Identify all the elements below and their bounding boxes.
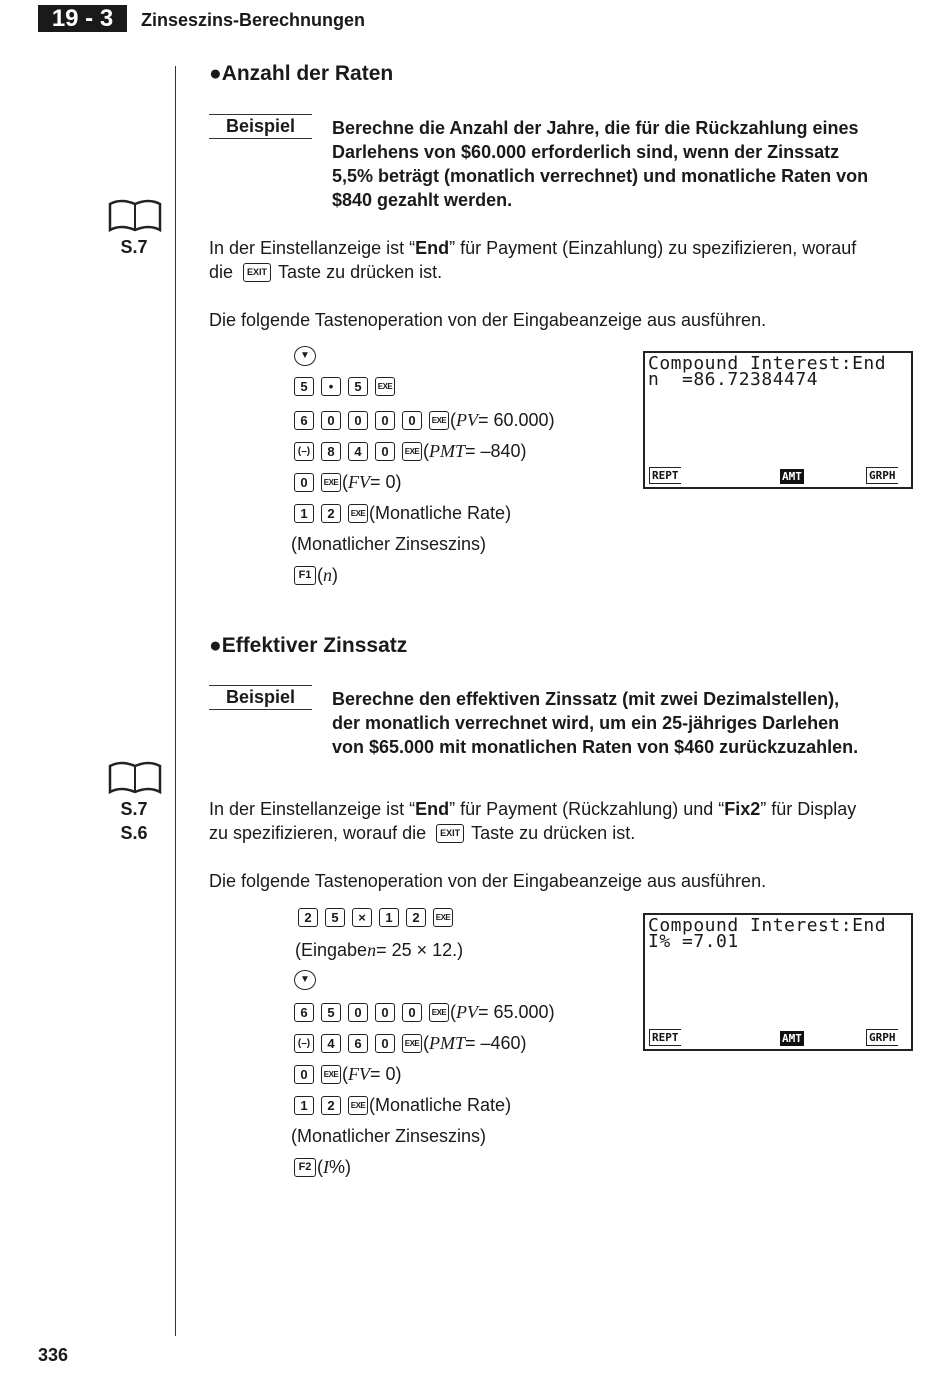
bullet-icon: ● [209,62,222,85]
exit-key: EXIT [243,263,271,282]
digit-key: 1 [379,908,399,927]
example-line: 5,5% beträgt (monatlich verrechnet) und monatliche Raten von [332,166,869,186]
function-key-f1: F1 [294,566,316,585]
key-step [294,346,323,366]
page-reference: S.7 [120,799,148,819]
exe-key: EXE [429,411,449,430]
example-line: Berechne den effektiven Zinssatz (mit zwei Dezimalstellen), [332,689,840,709]
screen-line: Compound Interest:End [648,353,887,374]
cursor-down-key: ▼ [294,970,316,990]
multiply-key: × [352,908,372,927]
exe-key: EXE [429,1003,449,1022]
digit-key: 2 [406,908,426,927]
key-step [298,908,460,927]
key-step [294,970,323,990]
digit-key: 0 [375,442,395,461]
key-step: 6 5 0 0 0 EXE ( PV = 65.000) [294,1000,555,1024]
digit-key: 8 [321,442,341,461]
bullet-icon: ● [209,634,222,657]
softkey-amt: AMT [782,1032,802,1045]
calculator-screen [643,351,913,489]
digit-key: 5 [321,1003,341,1022]
exe-key: EXE [348,1096,368,1115]
softkey-grph: GRPH [866,1029,898,1046]
digit-key: 0 [402,411,422,430]
example-text [332,116,922,212]
page-number: 336 [38,1345,69,1365]
instruction-text: Die folgende Tastenoperation von der Eingabeanzeige aus ausführen. [209,871,767,891]
digit-key: 5 [348,377,368,396]
instruction-text: Die folgende Tastenoperation von der Eingabeanzeige aus ausführen. [209,310,767,330]
example-line: von $65.000 mit monatlichen Raten von $460 zurückzuzahlen. [332,737,859,757]
digit-key: 2 [298,908,318,927]
example-line: Berechne die Anzahl der Jahre, die für die Rückzahlung eines [332,118,859,138]
digit-key: 2 [321,1096,341,1115]
exe-key: EXE [375,377,395,396]
digit-key: 1 [294,1096,314,1115]
key-step: 1 2 EXE (Monatliche Rate) [294,501,511,525]
exe-key: EXE [321,1065,341,1084]
key-step: (–) 4 6 0 EXE ( PMT = –460) [294,1031,527,1055]
cursor-down-key: ▼ [294,346,316,366]
digit-key: 4 [321,1034,341,1053]
key-step: F2 ( I % ) [294,1155,351,1179]
digit-key: 0 [294,1065,314,1084]
digit-key: 5 [294,377,314,396]
digit-key: 2 [321,504,341,523]
exe-key: EXE [348,504,368,523]
digit-key: 5 [325,908,345,927]
exe-key: EXE [402,442,422,461]
softkey-rept: REPT [649,467,681,484]
exe-key: EXE [433,908,453,927]
negative-key: (–) [294,442,314,461]
softkey-rept: REPT [649,1029,681,1046]
margin-rule [175,66,176,1336]
example-text [332,687,932,759]
digit-key: 6 [294,1003,314,1022]
decimal-key: • [321,377,341,396]
example-line: der monatlich verrechnet wird, um ein 25-jähriges Darlehen [332,713,840,733]
calculator-screen [643,913,913,1051]
example-line: Darlehens von $60.000 erforderlich sind, wenn der Zinssatz [332,142,840,162]
softkey-grph: GRPH [866,467,898,484]
key-step: (–) 8 4 0 EXE ( PMT = –840) [294,439,527,463]
key-step: 0 EXE ( FV = 0) [294,1062,402,1086]
key-step-note: (Monatlicher Zinseszins) [291,534,487,554]
chapter-number: 19 - 3 [38,5,127,32]
section-heading-anzahl: ●Anzahl der Raten [209,62,394,85]
digit-key: 1 [294,504,314,523]
screen-line: Compound Interest:End [648,915,887,936]
exe-key: EXE [321,473,341,492]
page-reference: S.6 [120,823,148,843]
screen-line: I% =7.01 [648,931,739,952]
digit-key: 0 [321,411,341,430]
key-step: 0 EXE ( FV = 0) [294,470,402,494]
exit-key: EXIT [436,824,464,843]
digit-key: 0 [375,411,395,430]
instruction-text: In der Einstellanzeige ist “End” für Payment (Einzahlung) zu spezifizieren, worauf die EXIT Taste zu drücken ist. [209,238,857,282]
digit-key: 0 [375,1003,395,1022]
key-step: 1 2 EXE (Monatliche Rate) [294,1093,511,1117]
digit-key: 0 [402,1003,422,1022]
section-heading-effektiv: ●Effektiver Zinssatz [209,634,408,657]
key-step-note: (Monatlicher Zinseszins) [291,1126,487,1146]
key-step: 6 0 0 0 0 EXE ( PV = 60.000) [294,408,555,432]
digit-key: 0 [348,411,368,430]
digit-key: 4 [348,442,368,461]
screen-line: n =86.72384474 [648,369,819,390]
function-key-f2: F2 [294,1158,316,1177]
exe-key: EXE [402,1034,422,1053]
key-step: F1 ( n ) [294,563,338,587]
negative-key: (–) [294,1034,314,1053]
example-label: Beispiel [209,114,312,139]
chapter-title: Zinseszins-Berechnungen [141,10,366,30]
instruction-text: In der Einstellanzeige ist “End” für Payment (Rückzahlung) und “Fix2” für Display zu spezifizieren, worauf die EXIT Taste zu drücken ist. [209,799,857,843]
digit-key: 0 [294,473,314,492]
digit-key: 6 [294,411,314,430]
page-reference: S.7 [120,237,148,257]
key-step-note: (Eingabe n = 25 × 12.) [295,940,464,960]
key-step [294,377,402,396]
example-line: $840 gezahlt werden. [332,190,513,210]
digit-key: 0 [375,1034,395,1053]
example-label: Beispiel [209,685,312,710]
softkey-amt: AMT [782,470,802,483]
digit-key: 6 [348,1034,368,1053]
digit-key: 0 [348,1003,368,1022]
